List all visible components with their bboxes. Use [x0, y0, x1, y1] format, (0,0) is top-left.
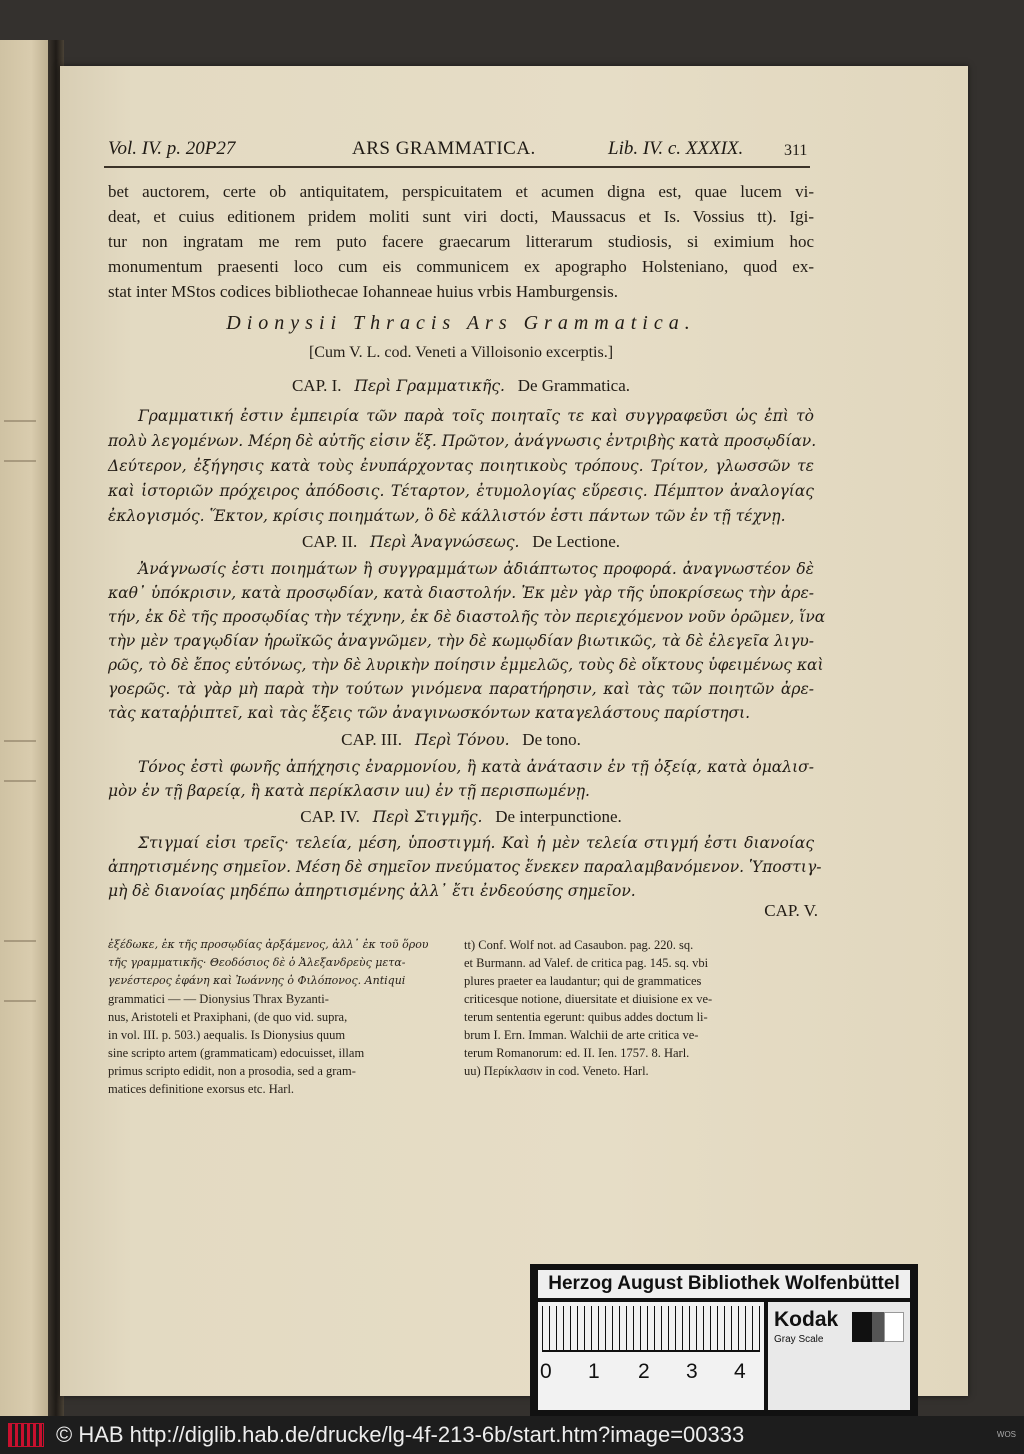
book-reference: Lib. IV. c. XXXIX. — [608, 138, 744, 159]
greek-text-line: μὴ δὲ διανοίας μηδέπω ἀπηρτισμένης ἀλλ᾽ ἔτι ἐνδεούσης σημεῖον. — [108, 882, 636, 900]
brand-label: Kodak — [774, 1308, 839, 1331]
greek-text-line: Στιγμαί εἰσι τρεῖς· τελεία, μέση, ὑποστιγμή. Καὶ ἡ μὲν τελεία στιγμή ἐστι διανοίας — [138, 834, 814, 852]
greek-text-line: καθ᾽ ὑπόκρισιν, κατὰ προσῳδίαν, κατὰ διαστολήν. Ἐκ μὲν γὰρ τῆς ὑποκρίσεως τὴν ἀρε- — [108, 584, 814, 602]
footnote-line: plures praeter ea laudantur; qui de grammatices — [464, 974, 702, 988]
dark-swatch — [872, 1312, 884, 1342]
footnote-line: sine scripto artem (grammaticam) edocuisset, illam — [108, 1046, 365, 1060]
chapter-heading — [108, 532, 814, 552]
chapter-heading — [108, 807, 814, 827]
footnote-line: primus scripto edidit, non a prosodia, sed a gram- — [108, 1064, 356, 1078]
greek-text-line: ρῶς, τὸ δὲ ἔπος εὐτόνως, τὴν δὲ λυρικὴν ποίησιν ἐμμελῶς, τοὺς δὲ οἴκτους ὑφειμένως καὶ — [108, 656, 824, 674]
greek-text-line: τὴν μὲν τραγῳδίαν ἡρωϊκῶς ἀναγνῶμεν, τὴν δὲ κωμῳδίαν βιωτικῶς, τὰ δὲ ἐλεγεῖα λιγυ- — [108, 632, 814, 650]
chapter-heading — [108, 730, 814, 750]
header-rule — [104, 166, 810, 168]
chapter-label: CAP. I. — [291, 376, 342, 395]
greek-text-line: ἐκλογισμός. Ἕκτον, κρίσις ποιημάτων, ὃ δὲ κάλλιστόν ἐστι πάντων τῶν ἐν τῇ τέχνῃ. — [108, 507, 786, 525]
section-title: Dionysii Thracis Ars Grammatica. — [226, 312, 696, 334]
kodak-gray-scale — [768, 1302, 910, 1410]
greek-text-line: πολὺ λεγομένων. Μέρη δὲ αὐτῆς εἰσιν ἕξ. Πρῶτον, ἀνάγνωσις ἐντριβὴς κατὰ προσῳδίαν. — [108, 432, 817, 450]
footnote-line: nus, Aristoteli et Praxiphani, (de quo vid. supra, — [108, 1010, 348, 1024]
greek-text-line: καὶ ἱστοριῶν πρόχειρος ἀπόδοσις. Τέταρτον, ἐτυμολογίας εὕρεσις. Πέμπτον ἀναλογίας — [108, 482, 814, 500]
chapter-greek-title: Περὶ Τόνου. — [414, 731, 510, 749]
intro-line: bet auctorem, certe ob antiquitatem, perspicuitatem et acumen digna est, quae lucem vi- — [108, 182, 814, 201]
ruler-number: 4 — [734, 1360, 746, 1383]
greek-text-line: Τόνος ἐστὶ φωνῆς ἀπήχησις ἐναρμονίου, ἢ κατὰ ἀνάτασιν ἐν τῇ ὀξείᾳ, κατὰ ὁμαλισ- — [138, 758, 814, 776]
footnote-line: brum I. Ern. Imman. Walchii de arte critica ve- — [464, 1028, 699, 1042]
black-swatch — [852, 1312, 872, 1342]
ruler-number: 2 — [638, 1360, 650, 1383]
ruler-ticks — [542, 1306, 760, 1350]
footnote-line: τῆς γραμματικῆς· Θεοδόσιος δὲ ὁ Ἀλεξανδρεὺς μετα- — [108, 956, 406, 969]
chapter-latin-title: De interpunctione. — [495, 807, 622, 826]
facing-page-edge — [0, 40, 52, 1416]
intro-line: deat, et cuius editionem pridem moliti sunt viri docti, Maussacus et Is. Vossius tt). Igi- — [108, 207, 814, 226]
intro-line: monumentum praesenti loco cum eis communicem ex apographo Holsteniano, quod ex- — [108, 257, 814, 276]
greek-text-line: Δεύτερον, ἐξήγησις κατὰ τοὺς ἐνυπάρχοντας ποιητικοὺς τρόπους. Τρίτον, γλωσσῶν τε — [108, 457, 814, 475]
footnote-line: grammatici — — Dionysius Thrax Byzanti- — [108, 992, 329, 1006]
book-page — [60, 66, 968, 1396]
intro-line: stat inter MStos codices bibliothecae Iohanneae huius vrbis Hamburgensis. — [108, 282, 619, 301]
chapter-greek-title: Περὶ Ἀναγνώσεως. — [369, 533, 520, 551]
footnote-line: tt) Conf. Wolf not. ad Casaubon. pag. 220. sq. — [464, 938, 694, 952]
chapter-heading — [108, 376, 814, 396]
footnote-line: terum sententia egerunt: quibus addes doctum li- — [464, 1010, 708, 1024]
ruler-baseline — [542, 1350, 760, 1352]
footnote-line: matices definitione exorsus etc. Harl. — [108, 1082, 295, 1096]
chapter-latin-title: De tono. — [522, 730, 581, 749]
chapter-latin-title: De Lectione. — [532, 532, 621, 551]
greek-text-line: Γραμματική ἐστιν ἐμπειρία τῶν παρὰ τοῖς ποιηταῖς τε καὶ συγγραφεῦσι ὡς ἐπὶ τὸ — [138, 407, 814, 425]
scale-ruler — [538, 1302, 764, 1410]
gray-scale-label: Gray Scale — [774, 1334, 824, 1345]
intro-line: tur non ingratam me rem puto facere graecarum litterarum studiosis, si eximium hoc — [108, 232, 814, 251]
footnote-line: et Burmann. ad Valef. de critica pag. 145. sq. vbi — [464, 956, 709, 970]
chapter-label: CAP. III. — [341, 730, 403, 749]
hab-logo-icon — [8, 1423, 44, 1447]
white-swatch — [884, 1312, 904, 1342]
color-calibration-chart — [530, 1264, 918, 1416]
greek-text-line: τήν, ἐκ δὲ τῆς προσῳδίας τὴν τέχνην, ἐκ δὲ διαστολῆς τὸν περιεχόμενον νοῦν ὁρῶμεν, ἵνα — [108, 608, 826, 626]
greek-text-line: μὸν ἐν τῇ βαρείᾳ, ἢ κατὰ περίκλασιν uu) ἐν τῇ περισπωμένῃ. — [108, 782, 590, 800]
running-title: ARS GRAMMATICA. — [352, 138, 536, 159]
library-name: Herzog August Bibliothek Wolfenbüttel — [538, 1270, 910, 1298]
greek-text-line: γοερῶς. τὰ γὰρ μὴ παρὰ τὴν τούτων γινόμενα παρατήρησιν, καὶ τὰς τῶν ποιητῶν ἀρε- — [108, 680, 814, 698]
footnote-line: uu) Περίκλασιν in cod. Veneto. Harl. — [464, 1064, 649, 1078]
chapter-greek-title: Περὶ Γραμματικῆς. — [354, 377, 505, 395]
volume-reference: Vol. IV. p. 20P27 — [108, 138, 236, 159]
footnote-line: in vol. III. p. 503.) aequalis. Is Dionysius quum — [108, 1028, 346, 1042]
chapter-latin-title: De Grammatica. — [517, 376, 631, 395]
section-subtitle: [Cum V. L. cod. Veneti a Villoisonio excerptis.] — [308, 344, 614, 361]
greek-text-line: ἀπηρτισμένης σημεῖον. Μέση δὲ σημεῖον πνεύματος ἕνεκεν παραλαμβανόμενον. Ὑποστιγ- — [108, 858, 822, 876]
ruler-number: 3 — [686, 1360, 698, 1383]
greek-text-line: τὰς καταῤῥιπτεῖ, καὶ τὰς ἕξεις τῶν ἀναγινωσκόντων καταγελάστους παρίστησι. — [108, 704, 751, 722]
chapter-greek-title: Περὶ Στιγμῆς. — [372, 808, 483, 826]
page-number: 311 — [784, 142, 808, 159]
footnote-line: γενέστερος ἐφάνη καὶ Ἰωάννης ὁ Φιλόπονος. Antiqui — [108, 974, 406, 987]
ruler-number: 0 — [540, 1360, 552, 1383]
footnote-line: criticesque notione, diuersitate et diuisione ex ve- — [464, 992, 713, 1006]
greek-text-line: Ἀνάγνωσίς ἐστι ποιημάτων ἢ συγγραμμάτων ἀδιάπτωτος προφορά. ἀναγνωστέον δὲ — [138, 560, 814, 578]
ruler-number: 1 — [588, 1360, 600, 1383]
footer-bar — [0, 1416, 1024, 1454]
footnote-line: ἐξέδωκε, ἐκ τῆς προσῳδίας ἀρξάμενος, ἀλλ᾽ ἐκ τοῦ ὅρου — [108, 938, 429, 951]
footnote-line: terum Romanorum: ed. II. Ien. 1757. 8. Harl. — [464, 1046, 690, 1060]
catchword: CAP. V. — [764, 901, 818, 920]
chapter-label: CAP. IV. — [300, 807, 360, 826]
footer-mark: WOS — [996, 1430, 1016, 1439]
footer-citation-link[interactable]: © HAB http://diglib.hab.de/drucke/lg-4f-213-6b/start.htm?image=00333 — [56, 1422, 745, 1447]
chapter-label: CAP. II. — [301, 532, 358, 551]
